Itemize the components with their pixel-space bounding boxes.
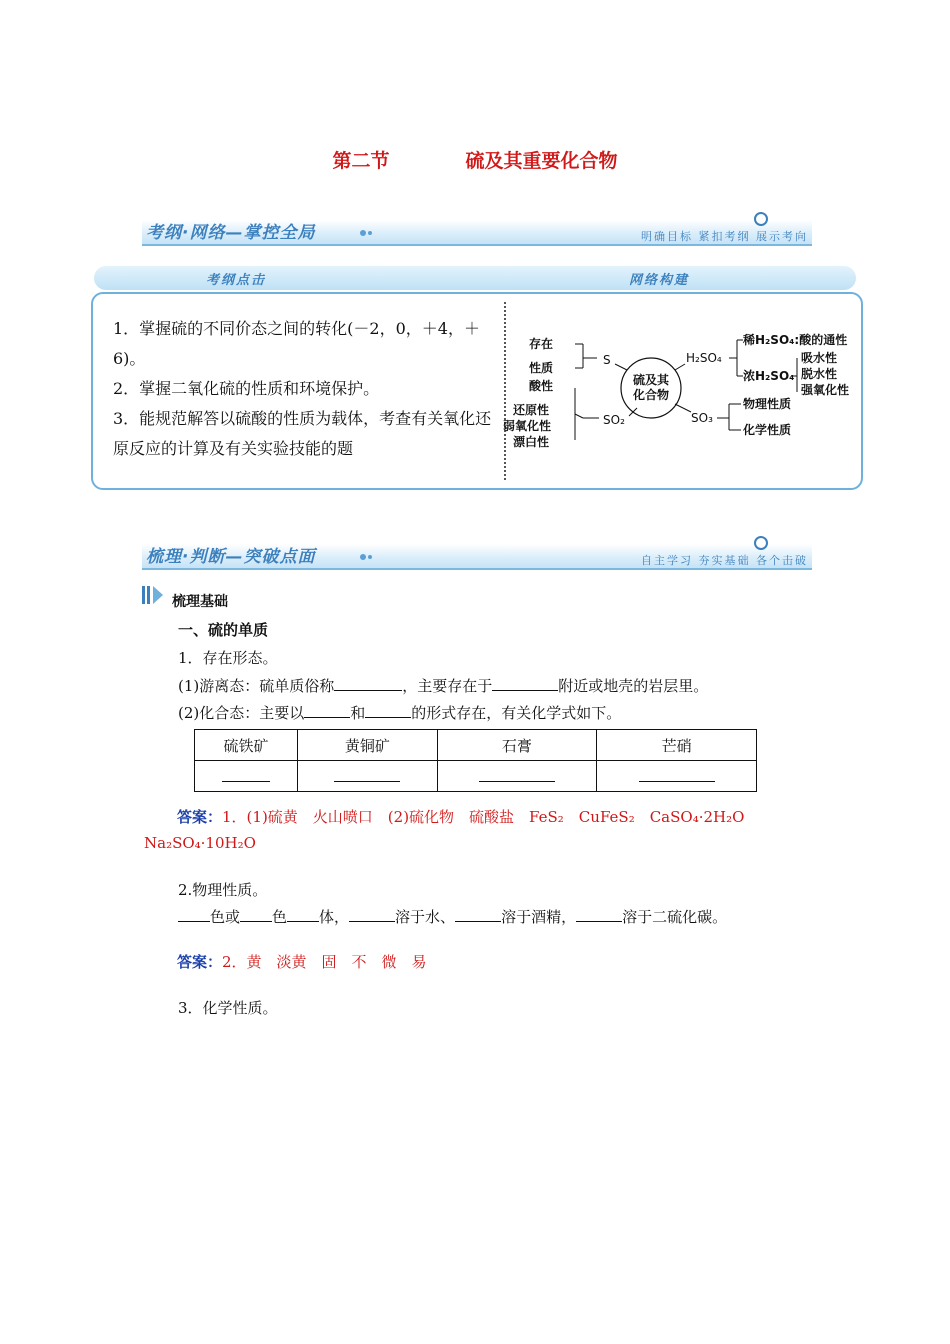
banner-tagline: 明确目标 紧扣考纲 展示考向: [641, 230, 808, 243]
table-blank: [437, 761, 597, 792]
text: 溶于酒精，: [501, 908, 577, 926]
banner-heading: 梳理·判断—突破点面: [146, 547, 316, 567]
subheading-network: 网络构建: [629, 273, 690, 288]
banner-exam-outline: [142, 216, 812, 248]
blank: [455, 907, 501, 922]
section-marker-icon: [142, 585, 168, 605]
node-so2: SO₂: [603, 413, 625, 427]
node-s: S: [603, 353, 611, 367]
text: (1)游离态：硫单质俗称: [178, 677, 335, 695]
text: 溶于水、: [395, 908, 456, 926]
item-2: 2.物理性质。: [178, 881, 268, 899]
node-h2so4: H₂SO₄: [686, 351, 722, 365]
banner-heading: 考纲·网络—掌控全局: [146, 223, 316, 243]
node-so3: SO₃: [691, 411, 713, 425]
subsection-title: 一、硫的单质: [178, 621, 269, 639]
page-title: [0, 146, 950, 173]
blank: [576, 907, 622, 922]
network-diagram: [503, 300, 851, 480]
subheading-bar: [94, 266, 856, 290]
blank: [365, 703, 411, 718]
title-section: 第二节: [332, 150, 390, 172]
text: 体，: [319, 908, 350, 926]
blank: [287, 907, 319, 922]
text: 溶于二硫化碳。: [622, 908, 728, 926]
table-header: 石膏: [437, 730, 597, 761]
blank: [304, 703, 350, 718]
answer-1: [177, 806, 744, 827]
conc-h2so4: 浓H₂SO₄: [743, 369, 795, 383]
text: 色或: [210, 908, 241, 926]
divider: [504, 302, 506, 480]
ring-icon: [754, 212, 768, 226]
text: ，主要存在于: [402, 677, 493, 695]
text: 色: [272, 908, 288, 926]
so3-prop-chemical: 化学性质: [743, 423, 792, 437]
answer-label: 答案：: [177, 808, 223, 826]
physical-props-line: [178, 906, 727, 927]
banner-tagline: 自主学习 夯实基础 各个击破: [641, 554, 808, 567]
blank: [178, 907, 210, 922]
blank: [349, 907, 395, 922]
blank: [492, 676, 558, 691]
objectives-list: [113, 314, 493, 464]
combined-state-line: [178, 702, 621, 723]
banner-review: [142, 540, 812, 572]
section-title: 梳理基础: [172, 594, 228, 610]
table-header: 黄铜矿: [298, 730, 437, 761]
table-header: 芒硝: [597, 730, 757, 761]
table-header: 硫铁矿: [195, 730, 298, 761]
conc-prop-oxidizing: 强氧化性: [801, 383, 850, 397]
center-label-2: 化合物: [632, 388, 670, 402]
so2-prop-bleaching: 漂白性: [513, 435, 550, 449]
blank: [240, 907, 272, 922]
subheading-outline: 考纲点击: [206, 273, 267, 288]
answer-1-cont: Na₂SO₄·10H₂O: [144, 834, 256, 852]
objective-item: 1．掌握硫的不同价态之间的转化(－2，0，＋4，＋6)。: [113, 319, 480, 368]
objective-item: 2．掌握二氧化硫的性质和环境保护。: [113, 379, 380, 398]
text: 的形式存在，有关化学式如下。: [411, 704, 622, 722]
conc-prop-absorb: 吸水性: [801, 351, 838, 365]
answer-text: 1．(1)硫黄 火山喷口 (2)硫化物 硫酸盐 FeS₂ CuFeS₂ CaSO₄·2H₂O: [222, 808, 745, 826]
answer-label: 答案：: [177, 953, 223, 971]
title-topic: 硫及其重要化合物: [465, 150, 618, 172]
outline-box: [91, 292, 863, 490]
answer-text: 2．黄 淡黄 固 不 微 易: [222, 953, 427, 971]
item-3: 3．化学性质。: [178, 999, 278, 1017]
table-blank: [597, 761, 757, 792]
s-prop-existence: 存在: [529, 337, 554, 351]
so2-prop-acidic: 酸性: [529, 379, 554, 393]
objective-item: 3．能规范解答以硫酸的性质为载体，考查有关氧化还原反应的计算及有关实验技能的题: [113, 409, 492, 458]
blank: [334, 676, 402, 691]
dilute-h2so4: 稀H₂SO₄:酸的通性: [743, 333, 848, 347]
free-state-line: [178, 675, 708, 696]
text: 和: [350, 704, 366, 722]
table-blank: [298, 761, 437, 792]
mineral-table: [194, 729, 757, 792]
table-blank: [195, 761, 298, 792]
answer-2: [177, 951, 427, 972]
so2-prop-reducing: 还原性: [513, 403, 550, 417]
text: 附近或地壳的岩层里。: [558, 677, 709, 695]
so3-prop-physical: 物理性质: [743, 397, 792, 411]
so2-prop-weak-oxidizing: 弱氧化性: [503, 419, 552, 433]
conc-prop-dehydrate: 脱水性: [801, 367, 838, 381]
text: (2)化合态：主要以: [178, 704, 305, 722]
ring-icon: [754, 536, 768, 550]
item-1: 1．存在形态。: [178, 649, 278, 667]
s-prop-property: 性质: [529, 361, 554, 375]
center-label-1: 硫及其: [632, 373, 670, 387]
